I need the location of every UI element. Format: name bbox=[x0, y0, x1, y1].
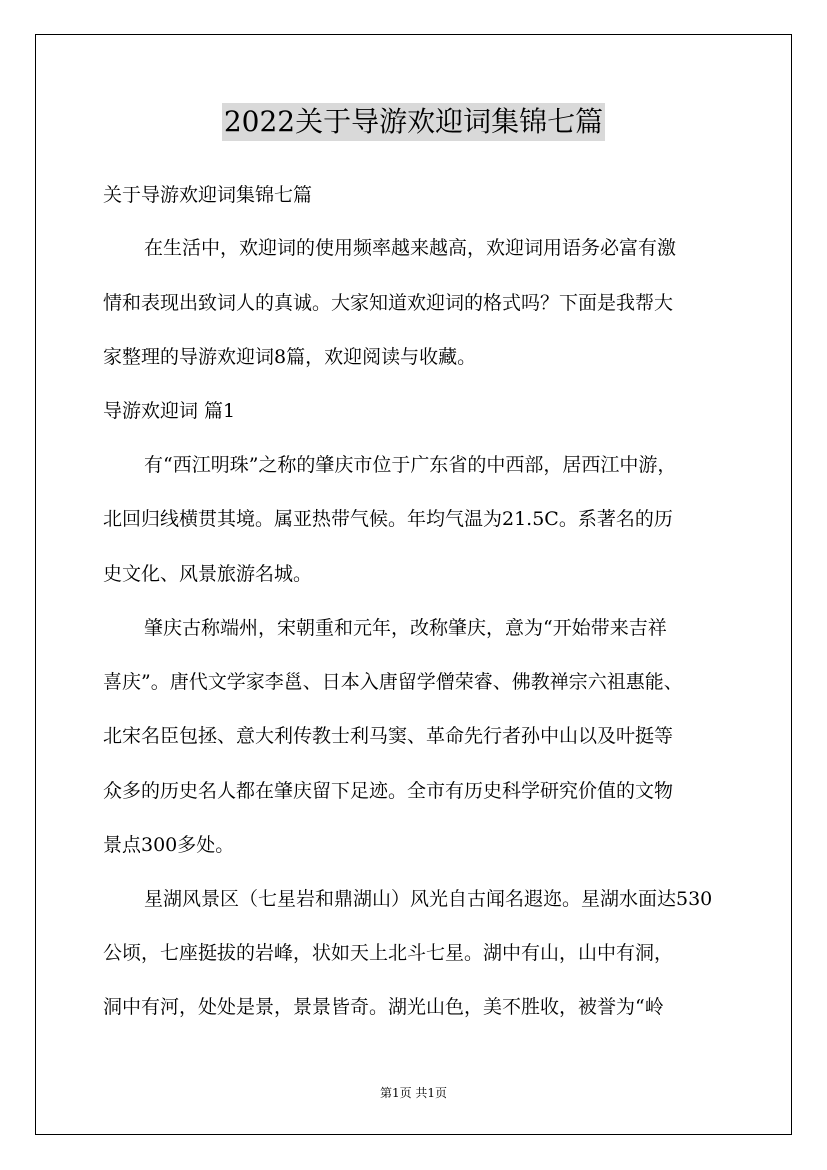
text-line: 家整理的导游欢迎词8篇，欢迎阅读与收藏。 bbox=[103, 346, 477, 368]
text-line: 北回归线横贯其境。属亚热带气候。年均气温为21.5C。系著名的历 bbox=[103, 508, 673, 530]
text-line: 在生活中，欢迎词的使用频率越来越高，欢迎词用语务必富有激 bbox=[144, 237, 677, 259]
text-line: 情和表现出致词人的真诚。大家知道欢迎词的格式吗？下面是我帮大 bbox=[103, 292, 674, 314]
text-line: 景点300多处。 bbox=[103, 834, 235, 856]
document-title: 2022关于导游欢迎词集锦七篇 bbox=[222, 103, 605, 141]
page-footer: 第1页 共1页 bbox=[379, 1086, 448, 1100]
text-line: 喜庆”。唐代文学家李邕、日本入唐留学僧荣睿、佛教禅宗六祖惠能、 bbox=[103, 671, 683, 693]
section-heading: 导游欢迎词 篇1 bbox=[103, 400, 236, 422]
text-line: 史文化、风景旅游名城。 bbox=[103, 563, 313, 585]
subtitle-line: 关于导游欢迎词集锦七篇 bbox=[103, 184, 313, 206]
text-line: 肇庆古称端州，宋朝重和元年，改称肇庆，意为“开始带来吉祥 bbox=[144, 617, 667, 639]
text-line: 北宋名臣包拯、意大利传教士利马窦、革命先行者孙中山以及叶挺等 bbox=[103, 725, 674, 747]
text-line: 众多的历史名人都在肇庆留下足迹。全市有历史科学研究价值的文物 bbox=[103, 780, 674, 802]
title-container bbox=[0, 103, 827, 141]
text-line: 公顷，七座挺拔的岩峰，状如天上北斗七星。湖中有山，山中有洞， bbox=[103, 942, 674, 964]
text-line: 洞中有河，处处是景，景景皆奇。湖光山色，美不胜收，被誉为“岭 bbox=[103, 996, 664, 1018]
text-line: 有“西江明珠”之称的肇庆市位于广东省的中西部，居西江中游， bbox=[144, 454, 677, 476]
text-line: 星湖风景区（七星岩和鼎湖山）风光自古闻名遐迩。星湖水面达530 bbox=[144, 888, 713, 910]
